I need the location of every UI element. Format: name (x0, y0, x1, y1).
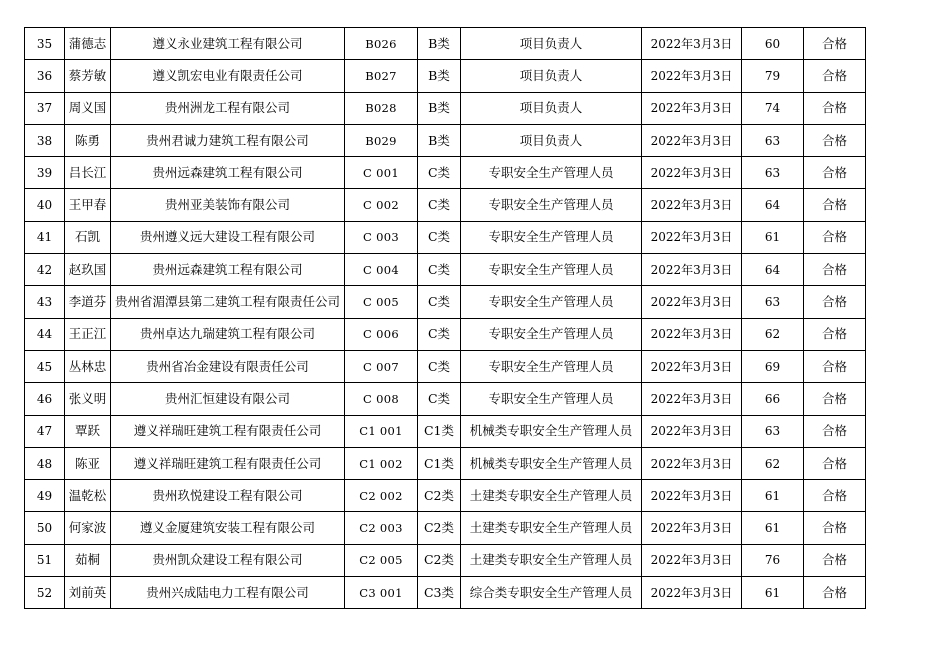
cert-code-cell: C 001 (345, 157, 418, 189)
exam-date-cell: 2022年3月3日 (642, 318, 742, 350)
exam-date-cell: 2022年3月3日 (642, 512, 742, 544)
category-cell: C类 (418, 318, 461, 350)
result-cell: 合格 (804, 512, 866, 544)
role-cell: 专职安全生产管理人员 (461, 254, 642, 286)
name-cell: 刘前英 (65, 577, 111, 609)
score-cell: 76 (742, 544, 804, 576)
exam-date-cell: 2022年3月3日 (642, 286, 742, 318)
company-cell: 贵州遵义远大建设工程有限公司 (111, 221, 345, 253)
seq-cell: 50 (25, 512, 65, 544)
exam-date-cell: 2022年3月3日 (642, 544, 742, 576)
company-cell: 遵义凯宏电业有限责任公司 (111, 60, 345, 92)
seq-cell: 36 (25, 60, 65, 92)
cert-code-cell: C 005 (345, 286, 418, 318)
exam-date-cell: 2022年3月3日 (642, 447, 742, 479)
score-cell: 63 (742, 124, 804, 156)
seq-cell: 37 (25, 92, 65, 124)
seq-cell: 45 (25, 350, 65, 382)
result-cell: 合格 (804, 124, 866, 156)
category-cell: C1类 (418, 415, 461, 447)
role-cell: 专职安全生产管理人员 (461, 318, 642, 350)
company-cell: 贵州凯众建设工程有限公司 (111, 544, 345, 576)
name-cell: 蒲德志 (65, 28, 111, 60)
cert-code-cell: C1 001 (345, 415, 418, 447)
table-row (25, 415, 866, 447)
category-cell: C类 (418, 189, 461, 221)
table-body (25, 28, 866, 609)
score-cell: 61 (742, 577, 804, 609)
company-cell: 贵州亚美装饰有限公司 (111, 189, 345, 221)
seq-cell: 51 (25, 544, 65, 576)
seq-cell: 52 (25, 577, 65, 609)
table-row (25, 157, 866, 189)
table-row (25, 60, 866, 92)
table-row (25, 447, 866, 479)
cert-code-cell: B029 (345, 124, 418, 156)
role-cell: 专职安全生产管理人员 (461, 383, 642, 415)
score-cell: 66 (742, 383, 804, 415)
results-sheet (24, 27, 866, 609)
score-cell: 74 (742, 92, 804, 124)
score-cell: 62 (742, 447, 804, 479)
category-cell: B类 (418, 124, 461, 156)
category-cell: B类 (418, 92, 461, 124)
seq-cell: 48 (25, 447, 65, 479)
role-cell: 项目负责人 (461, 28, 642, 60)
table-row (25, 92, 866, 124)
score-cell: 62 (742, 318, 804, 350)
score-cell: 61 (742, 480, 804, 512)
score-cell: 63 (742, 157, 804, 189)
category-cell: C3类 (418, 577, 461, 609)
result-cell: 合格 (804, 60, 866, 92)
company-cell: 贵州省湄潭县第二建筑工程有限责任公司 (111, 286, 345, 318)
name-cell: 吕长江 (65, 157, 111, 189)
name-cell: 蔡芳敏 (65, 60, 111, 92)
role-cell: 专职安全生产管理人员 (461, 221, 642, 253)
name-cell: 王甲春 (65, 189, 111, 221)
cert-code-cell: B028 (345, 92, 418, 124)
exam-date-cell: 2022年3月3日 (642, 350, 742, 382)
score-cell: 61 (742, 512, 804, 544)
name-cell: 张义明 (65, 383, 111, 415)
company-cell: 贵州远森建筑工程有限公司 (111, 254, 345, 286)
cert-code-cell: C 003 (345, 221, 418, 253)
result-cell: 合格 (804, 286, 866, 318)
name-cell: 何家波 (65, 512, 111, 544)
table-row (25, 318, 866, 350)
name-cell: 茹桐 (65, 544, 111, 576)
category-cell: C1类 (418, 447, 461, 479)
role-cell: 项目负责人 (461, 60, 642, 92)
seq-cell: 40 (25, 189, 65, 221)
company-cell: 贵州君诚力建筑工程有限公司 (111, 124, 345, 156)
result-cell: 合格 (804, 480, 866, 512)
cert-code-cell: C 002 (345, 189, 418, 221)
result-cell: 合格 (804, 157, 866, 189)
result-cell: 合格 (804, 28, 866, 60)
cert-code-cell: C1 002 (345, 447, 418, 479)
name-cell: 丛林忠 (65, 350, 111, 382)
role-cell: 专职安全生产管理人员 (461, 157, 642, 189)
exam-date-cell: 2022年3月3日 (642, 28, 742, 60)
category-cell: B类 (418, 60, 461, 92)
company-cell: 贵州卓达九瑞建筑工程有限公司 (111, 318, 345, 350)
score-cell: 64 (742, 254, 804, 286)
seq-cell: 42 (25, 254, 65, 286)
result-cell: 合格 (804, 383, 866, 415)
role-cell: 综合类专职安全生产管理人员 (461, 577, 642, 609)
result-cell: 合格 (804, 350, 866, 382)
company-cell: 贵州汇恒建设有限公司 (111, 383, 345, 415)
role-cell: 土建类专职安全生产管理人员 (461, 512, 642, 544)
result-cell: 合格 (804, 447, 866, 479)
category-cell: C2类 (418, 480, 461, 512)
result-cell: 合格 (804, 318, 866, 350)
result-cell: 合格 (804, 544, 866, 576)
name-cell: 陈亚 (65, 447, 111, 479)
table-row (25, 383, 866, 415)
role-cell: 项目负责人 (461, 92, 642, 124)
seq-cell: 35 (25, 28, 65, 60)
table-row (25, 544, 866, 576)
exam-date-cell: 2022年3月3日 (642, 92, 742, 124)
seq-cell: 41 (25, 221, 65, 253)
table-row (25, 124, 866, 156)
score-cell: 69 (742, 350, 804, 382)
cert-code-cell: C3 001 (345, 577, 418, 609)
company-cell: 贵州兴成陆电力工程有限公司 (111, 577, 345, 609)
cert-code-cell: B027 (345, 60, 418, 92)
role-cell: 专职安全生产管理人员 (461, 350, 642, 382)
score-cell: 63 (742, 415, 804, 447)
company-cell: 贵州省冶金建设有限责任公司 (111, 350, 345, 382)
exam-date-cell: 2022年3月3日 (642, 221, 742, 253)
cert-code-cell: B026 (345, 28, 418, 60)
company-cell: 贵州远森建筑工程有限公司 (111, 157, 345, 189)
company-cell: 遵义永业建筑工程有限公司 (111, 28, 345, 60)
table-row (25, 512, 866, 544)
table-row (25, 221, 866, 253)
cert-code-cell: C 006 (345, 318, 418, 350)
company-cell: 遵义祥瑞旺建筑工程有限责任公司 (111, 415, 345, 447)
name-cell: 陈勇 (65, 124, 111, 156)
category-cell: C类 (418, 157, 461, 189)
company-cell: 贵州洲龙工程有限公司 (111, 92, 345, 124)
exam-date-cell: 2022年3月3日 (642, 189, 742, 221)
name-cell: 李道芬 (65, 286, 111, 318)
role-cell: 机械类专职安全生产管理人员 (461, 415, 642, 447)
role-cell: 土建类专职安全生产管理人员 (461, 544, 642, 576)
seq-cell: 43 (25, 286, 65, 318)
category-cell: C2类 (418, 544, 461, 576)
score-cell: 79 (742, 60, 804, 92)
role-cell: 土建类专职安全生产管理人员 (461, 480, 642, 512)
exam-date-cell: 2022年3月3日 (642, 254, 742, 286)
result-cell: 合格 (804, 254, 866, 286)
result-cell: 合格 (804, 577, 866, 609)
company-cell: 遵义祥瑞旺建筑工程有限责任公司 (111, 447, 345, 479)
cert-code-cell: C 008 (345, 383, 418, 415)
seq-cell: 38 (25, 124, 65, 156)
result-cell: 合格 (804, 92, 866, 124)
score-cell: 60 (742, 28, 804, 60)
result-cell: 合格 (804, 415, 866, 447)
category-cell: C类 (418, 286, 461, 318)
category-cell: C2类 (418, 512, 461, 544)
cert-code-cell: C 004 (345, 254, 418, 286)
score-cell: 63 (742, 286, 804, 318)
name-cell: 王正江 (65, 318, 111, 350)
exam-date-cell: 2022年3月3日 (642, 577, 742, 609)
role-cell: 专职安全生产管理人员 (461, 286, 642, 318)
name-cell: 覃跃 (65, 415, 111, 447)
score-cell: 64 (742, 189, 804, 221)
result-cell: 合格 (804, 189, 866, 221)
result-cell: 合格 (804, 221, 866, 253)
table-row (25, 480, 866, 512)
seq-cell: 47 (25, 415, 65, 447)
exam-date-cell: 2022年3月3日 (642, 480, 742, 512)
company-cell: 贵州玖悦建设工程有限公司 (111, 480, 345, 512)
cert-code-cell: C2 002 (345, 480, 418, 512)
score-cell: 61 (742, 221, 804, 253)
name-cell: 周义国 (65, 92, 111, 124)
name-cell: 赵玖国 (65, 254, 111, 286)
seq-cell: 46 (25, 383, 65, 415)
seq-cell: 49 (25, 480, 65, 512)
table-row (25, 350, 866, 382)
category-cell: C类 (418, 254, 461, 286)
table-row (25, 189, 866, 221)
name-cell: 石凯 (65, 221, 111, 253)
role-cell: 专职安全生产管理人员 (461, 189, 642, 221)
results-table (24, 27, 866, 609)
exam-date-cell: 2022年3月3日 (642, 60, 742, 92)
table-row (25, 254, 866, 286)
exam-date-cell: 2022年3月3日 (642, 415, 742, 447)
table-row (25, 28, 866, 60)
role-cell: 项目负责人 (461, 124, 642, 156)
cert-code-cell: C 007 (345, 350, 418, 382)
category-cell: C类 (418, 383, 461, 415)
company-cell: 遵义金厦建筑安装工程有限公司 (111, 512, 345, 544)
exam-date-cell: 2022年3月3日 (642, 124, 742, 156)
category-cell: B类 (418, 28, 461, 60)
table-row (25, 286, 866, 318)
exam-date-cell: 2022年3月3日 (642, 383, 742, 415)
exam-date-cell: 2022年3月3日 (642, 157, 742, 189)
seq-cell: 44 (25, 318, 65, 350)
cert-code-cell: C2 005 (345, 544, 418, 576)
category-cell: C类 (418, 350, 461, 382)
cert-code-cell: C2 003 (345, 512, 418, 544)
category-cell: C类 (418, 221, 461, 253)
table-row (25, 577, 866, 609)
role-cell: 机械类专职安全生产管理人员 (461, 447, 642, 479)
name-cell: 温乾松 (65, 480, 111, 512)
seq-cell: 39 (25, 157, 65, 189)
